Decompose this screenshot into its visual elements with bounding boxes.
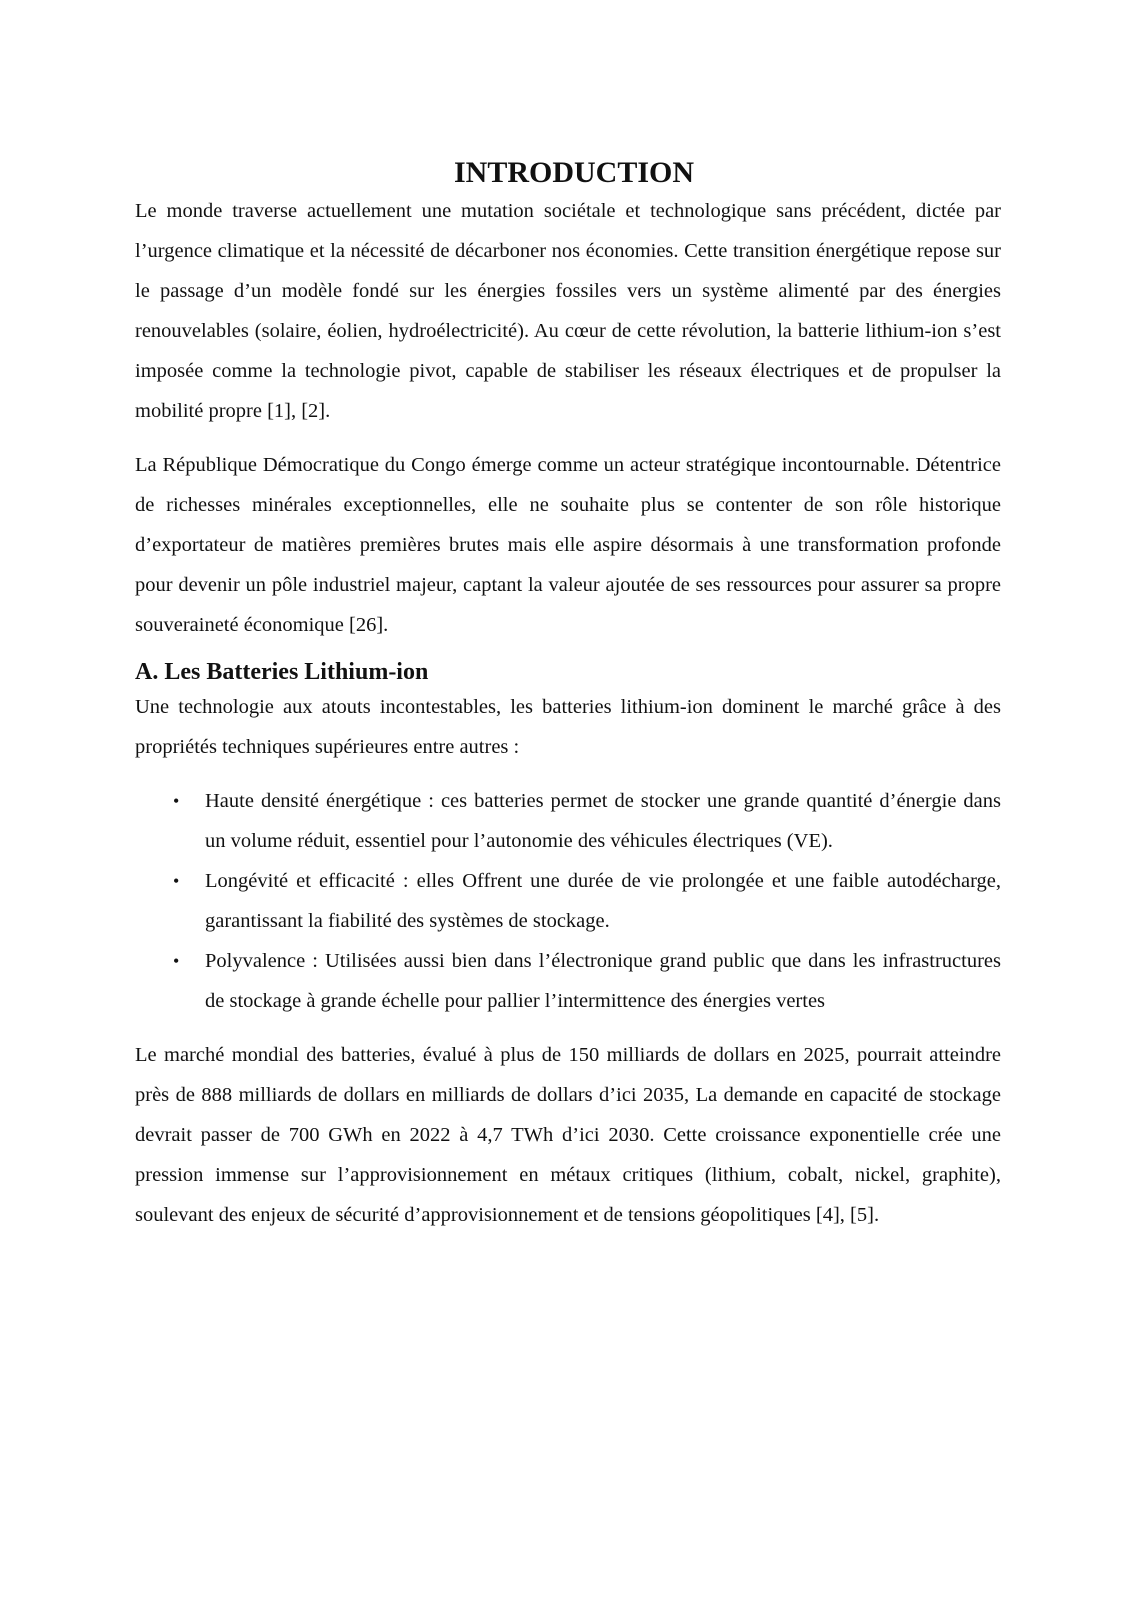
bullet-icon: • <box>173 951 180 971</box>
bullet-item <box>135 861 1001 941</box>
document-page <box>135 155 1001 1235</box>
bullet-list <box>135 781 1001 1021</box>
bullet-text: Longévité et efficacité : elles Offrent une durée de vie prolongée et une faible autodécharge, garantissant la fiabilité des systèmes de stockage. <box>205 870 1001 932</box>
market-paragraph: Le marché mondial des batteries, évalué à plus de 150 milliards de dollars en 2025, pourrait atteindre près de 888 milliards de dollars en milliards de dollars d’ici 2035, La demande en capacité de stockage devrait passer de 700 GWh en 2022 à 4,7 TWh d’ici 2030. Cette croissance exponentielle crée une pression immense sur l’approvisionnement en métaux critiques (lithium, cobalt, nickel, graphite), soulevant des enjeux de sécurité d’approvisionnement et de tensions géopolitiques [4], [5]. <box>135 1044 1001 1226</box>
bullet-text: Haute densité énergétique : ces batteries permet de stocker une grande quantité d’énergie dans un volume réduit, essentiel pour l’autonomie des véhicules électriques (VE). <box>205 790 1001 852</box>
page-title: INTRODUCTION <box>453 156 695 189</box>
bullet-item <box>135 781 1001 861</box>
bullet-icon: • <box>173 791 180 811</box>
intro-paragraph-1: Le monde traverse actuellement une mutation sociétale et technologique sans précédent, dictée par l’urgence climatique et la nécessité de décarboner nos économies. Cette transition énergétique repose sur le passage d’un modèle fondé sur les énergies fossiles vers un système alimenté par des énergies renouvelables (solaire, éolien, hydroélectricité). Au cœur de cette révolution, la batterie lithium-ion s’est imposée comme la technologie pivot, capable de stabiliser les réseaux électriques et de propulser la mobilité propre [1], [2]. <box>135 200 1001 422</box>
section-heading: A. Les Batteries Lithium-ion <box>135 659 429 685</box>
intro-paragraph-2: La République Démocratique du Congo émerge comme un acteur stratégique incontournable. Détentrice de richesses minérales exceptionnelles, elle ne souhaite plus se contenter de son rôle historique d’exportateur de matières premières brutes mais elle aspire désormais à une transformation profonde pour devenir un pôle industriel majeur, captant la valeur ajoutée de ses ressources pour assurer sa propre souveraineté économique [26]. <box>135 454 1001 636</box>
bullet-text: Polyvalence : Utilisées aussi bien dans l’électronique grand public que dans les infrastructures de stockage à grande échelle pour pallier l’intermittence des énergies vertes <box>205 950 1001 1012</box>
section-lead-paragraph: Une technologie aux atouts incontestables, les batteries lithium-ion dominent le marché grâce à des propriétés techniques supérieures entre autres : <box>135 696 1001 758</box>
bullet-icon: • <box>173 871 180 891</box>
bullet-item <box>135 941 1001 1021</box>
